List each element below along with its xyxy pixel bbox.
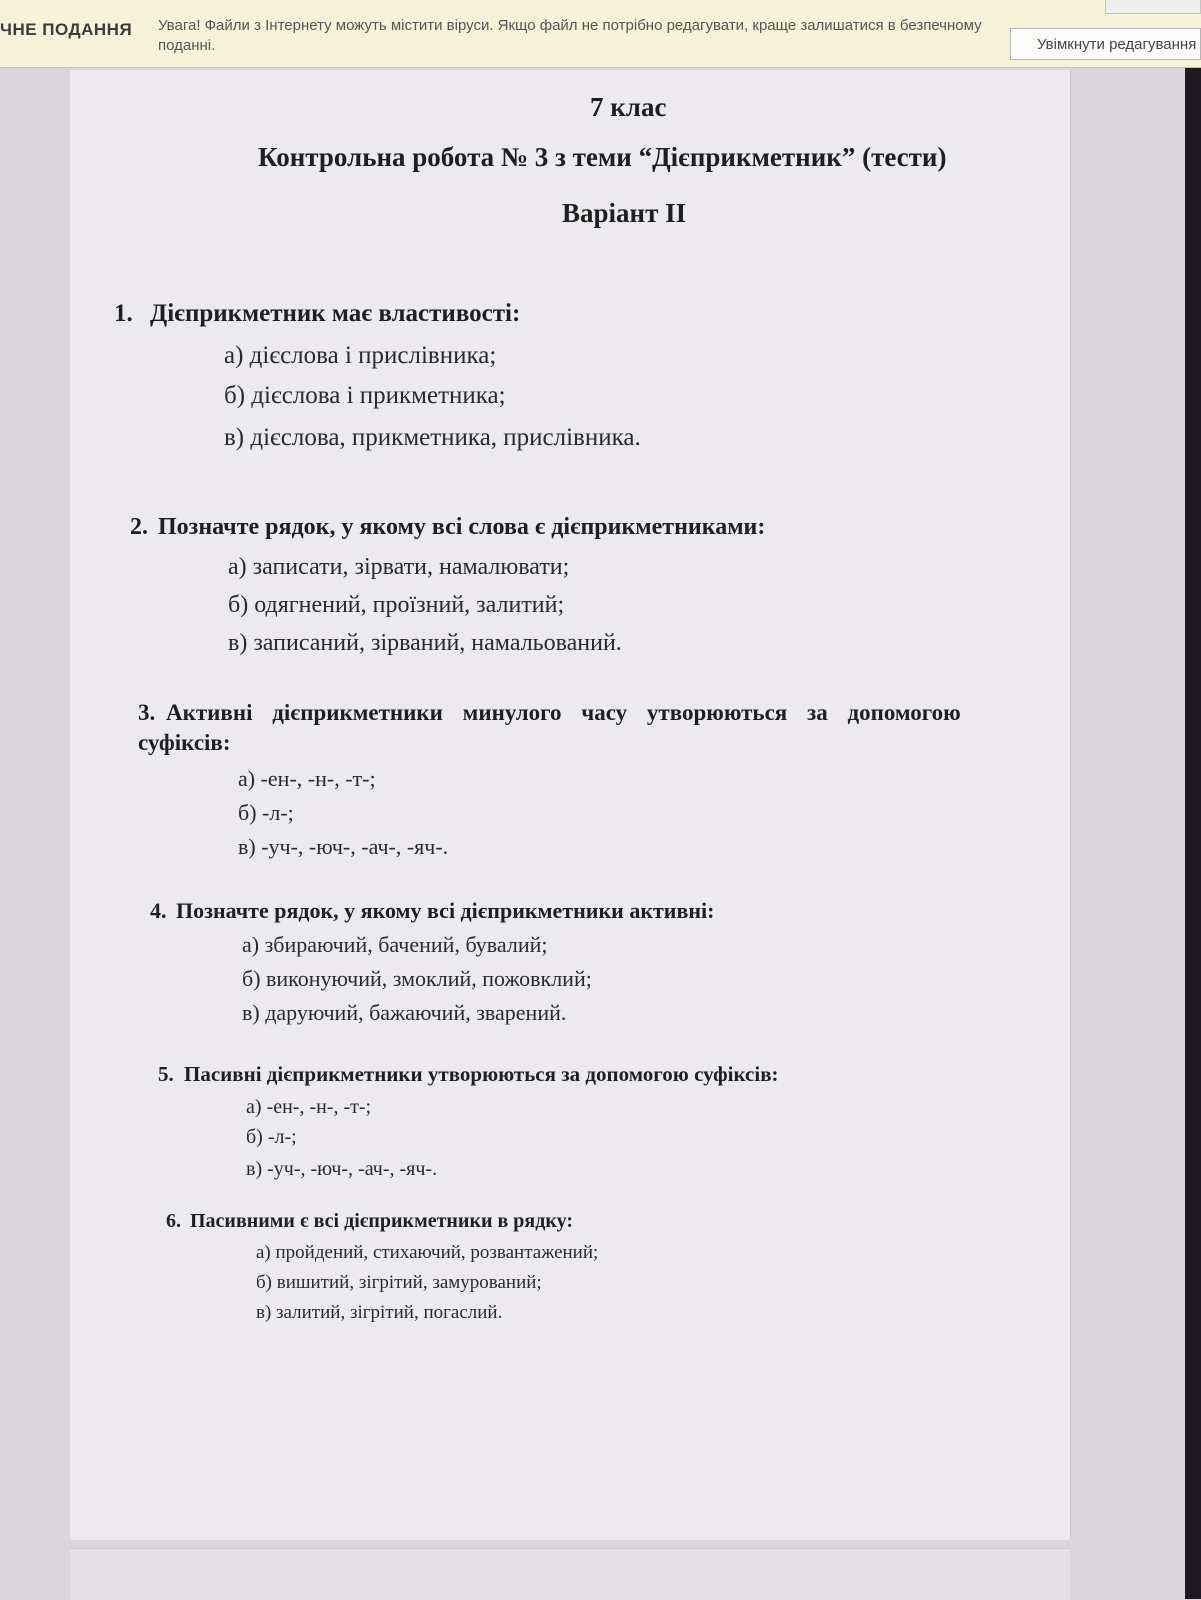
variant-heading: Варіант ІІ (562, 198, 687, 228)
question-number: 4. (150, 898, 167, 923)
question-2-option-a: а) записати, зірвати, намалювати; (228, 554, 570, 580)
question-3-option-b: б) -л-; (238, 800, 294, 825)
question-2-option-b: б) одягнений, проїзний, залитий; (228, 592, 565, 618)
question-number: 3. (138, 700, 156, 725)
window-corner-button[interactable] (1105, 0, 1201, 14)
question-text: Позначте рядок, у якому всі слова є дієприкметниками: (158, 514, 766, 540)
question-5 (158, 1062, 779, 1087)
question-2 (130, 514, 765, 541)
question-6-option-a: а) пройдений, стихаючий, розвантажений; (256, 1242, 599, 1263)
question-text: Пасивними є всі дієприкметники в рядку: (190, 1210, 573, 1232)
question-5-option-b: б) -л-; (246, 1126, 297, 1148)
question-1 (114, 300, 520, 328)
question-4-option-a: а) збираючий, бачений, бувалий; (242, 932, 548, 957)
question-text: Дієприкметник має властивості: (150, 300, 521, 327)
protected-view-message: Увага! Файли з Інтернету можуть містити віруси. Якщо файл не потрібно редагувати, краще залишатися в безпечному поданні. (158, 17, 982, 54)
grade-heading: 7 клас (590, 92, 667, 122)
question-5-option-c: в) -уч-, -юч-, -ач-, -яч-. (246, 1158, 438, 1180)
question-number: 2. (130, 514, 148, 540)
question-number: 6. (166, 1210, 181, 1232)
question-3-text-continued: суфіксів: (138, 730, 231, 755)
enable-editing-button[interactable]: Увімкнути редагування (1010, 28, 1201, 60)
question-text: Позначте рядок, у якому всі дієприкметники активні: (176, 898, 715, 923)
question-1-option-b: б) дієслова і прикметника; (224, 382, 506, 409)
question-text: Пасивні дієприкметники утворюються за допомогою суфіксів: (184, 1062, 779, 1086)
question-4-option-c: в) даруючий, бажаючий, зварений. (242, 1000, 567, 1025)
question-text: Активні дієприкметники минулого часу утворюються за допомогою (166, 700, 961, 725)
protected-view-bar (0, 0, 1201, 68)
question-1-option-c: в) дієслова, прикметника, прислівника. (224, 424, 641, 451)
question-number: 5. (158, 1062, 174, 1086)
document-title: Контрольна робота № 3 з теми “Дієприкметник” (тести) (258, 142, 947, 172)
protected-view-label: ЧНЕ ПОДАННЯ (0, 20, 133, 39)
next-page-edge (70, 1548, 1070, 1600)
screen-bezel (1185, 68, 1201, 1599)
question-1-option-a: а) дієслова і прислівника; (224, 342, 497, 369)
question-6-option-b: б) вишитий, зігрітий, замурований; (256, 1272, 542, 1293)
question-6-option-c: в) залитий, зігрітий, погаслий. (256, 1302, 503, 1323)
question-3-option-c: в) -уч-, -юч-, -ач-, -яч-. (238, 834, 449, 859)
question-4 (150, 898, 714, 924)
question-4-option-b: б) виконуючий, змоклий, пожовклий; (242, 966, 592, 991)
question-5-option-a: а) -ен-, -н-, -т-; (246, 1096, 372, 1118)
question-3-option-a: а) -ен-, -н-, -т-; (238, 766, 376, 791)
question-3 (138, 700, 961, 726)
question-2-option-c: в) записаний, зірваний, намальований. (228, 630, 622, 656)
question-6 (166, 1210, 573, 1233)
question-number: 1. (114, 300, 133, 327)
document-page (70, 70, 1071, 1540)
